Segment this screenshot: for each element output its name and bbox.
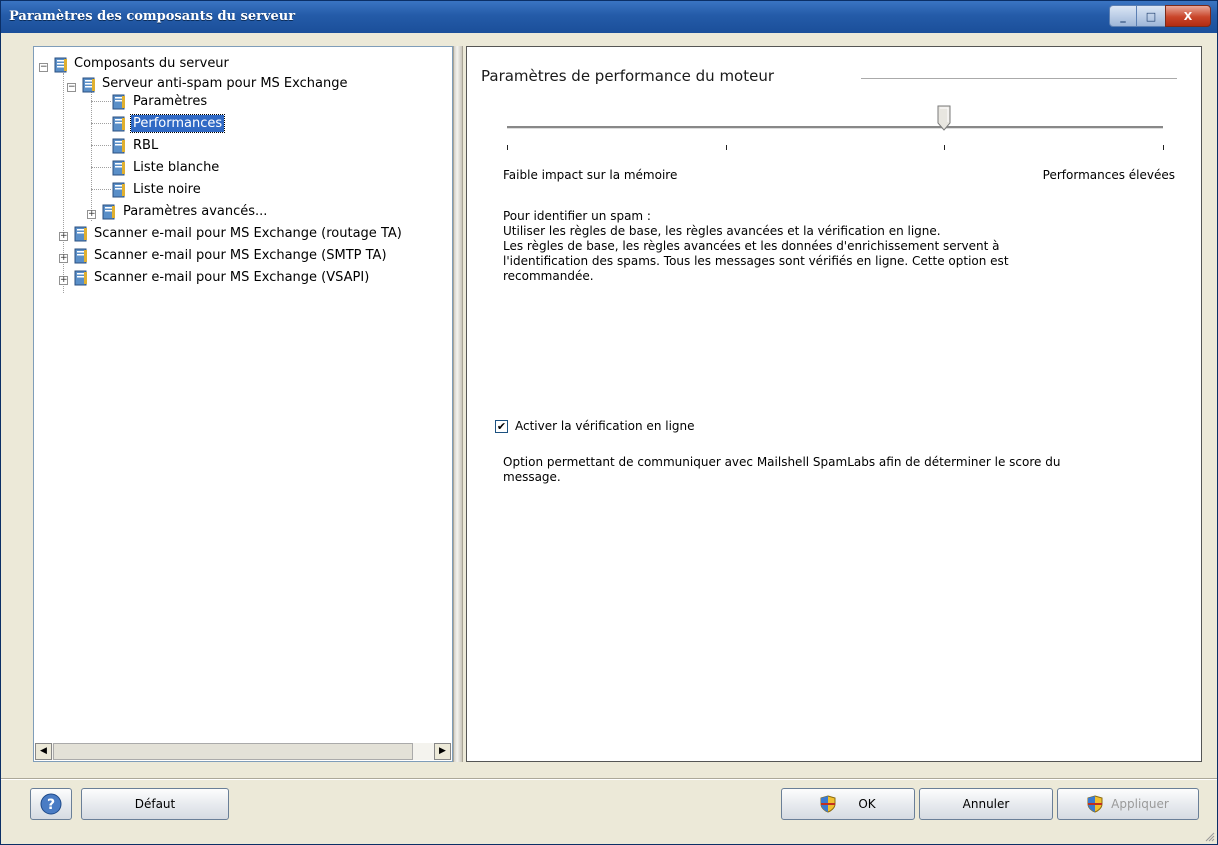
- tree-item-blacklist[interactable]: Liste noire: [133, 182, 201, 197]
- ok-label: OK: [858, 797, 876, 811]
- slider-tick: [726, 145, 727, 150]
- tree-item-antispam[interactable]: Serveur anti-spam pour MS Exchange: [102, 76, 348, 91]
- description-line: Pour identifier un spam :: [503, 209, 651, 223]
- tree-item-performances[interactable]: Performances: [133, 116, 223, 131]
- description-line: Les règles de base, les règles avancées et les données d'enrichissement servent à: [503, 239, 1000, 253]
- performance-description: [503, 209, 1143, 284]
- scrollbar-thumb[interactable]: [53, 743, 413, 760]
- apply-button[interactable]: [1057, 788, 1199, 820]
- slider-thumb-icon[interactable]: [937, 105, 951, 131]
- help-icon: [40, 793, 62, 815]
- tree-item-rbl[interactable]: RBL: [133, 138, 159, 153]
- tree-connector: [91, 145, 111, 146]
- expand-advanced-expander[interactable]: +: [88, 209, 96, 219]
- window-controls: [1109, 5, 1211, 27]
- section-divider: [861, 78, 1177, 79]
- scanner-vsapi-icon: [73, 270, 89, 286]
- antispam-server-icon: [81, 77, 97, 93]
- window-title: Paramètres des composants du serveur: [9, 9, 296, 24]
- slider-min-label: Faible impact sur la mémoire: [503, 168, 678, 182]
- description-line: Utiliser les règles de base, les règles avancées et la vérification en ligne.: [503, 224, 941, 238]
- tree-connector: [91, 123, 111, 124]
- online-check-checkbox[interactable]: ✔: [496, 419, 507, 433]
- footer-divider: [1, 778, 1217, 780]
- maximize-button[interactable]: □: [1137, 5, 1165, 27]
- server-components-icon: [53, 57, 69, 73]
- tree-item-root[interactable]: Composants du serveur: [74, 56, 229, 71]
- minimize-button[interactable]: _: [1109, 5, 1137, 27]
- tree-item-whitelist[interactable]: Liste blanche: [133, 160, 220, 175]
- online-check-row[interactable]: [495, 419, 695, 433]
- tree-item-scanner-smtp[interactable]: Scanner e-mail pour MS Exchange (SMTP TA): [94, 248, 387, 263]
- resize-grip-icon[interactable]: [1203, 830, 1215, 842]
- performance-slider-track[interactable]: [507, 126, 1163, 129]
- tree-panel: [33, 46, 453, 762]
- description-line: recommandée.: [503, 269, 594, 283]
- description-line: l'identification des spams. Tous les messages sont vérifiés en ligne. Cette option est: [503, 254, 1009, 268]
- default-button[interactable]: Défaut: [81, 788, 229, 820]
- expand-scanner-smtp-expander[interactable]: +: [60, 253, 68, 263]
- description-line: message.: [503, 470, 561, 484]
- panel-splitter[interactable]: [453, 46, 463, 762]
- settings-panel: [466, 46, 1202, 762]
- description-line: Option permettant de communiquer avec Mailshell SpamLabs afin de déterminer le score du: [503, 455, 1061, 469]
- rbl-node-icon: [111, 138, 127, 154]
- collapse-root-expander[interactable]: −: [40, 62, 48, 72]
- tree-horizontal-scrollbar[interactable]: [35, 743, 451, 760]
- apply-label: Appliquer: [1111, 797, 1169, 811]
- section-title: Paramètres de performance du moteur: [481, 67, 775, 85]
- scroll-left-icon[interactable]: ◀: [35, 743, 52, 760]
- uac-shield-icon: [1087, 795, 1103, 813]
- online-check-description: [503, 455, 1183, 485]
- slider-tick: [507, 145, 508, 150]
- advanced-node-icon: [101, 204, 117, 220]
- help-glyph: ?: [46, 797, 56, 813]
- tree-item-advanced[interactable]: Paramètres avancés...: [123, 204, 268, 219]
- whitelist-node-icon: [111, 160, 127, 176]
- uac-shield-icon: [820, 795, 836, 813]
- scanner-smtp-icon: [73, 248, 89, 264]
- tree-connector: [91, 189, 111, 190]
- performances-node-icon: [111, 116, 127, 132]
- help-button[interactable]: [30, 788, 72, 820]
- tree-connector: [91, 167, 111, 168]
- close-button[interactable]: X: [1165, 5, 1211, 27]
- scanner-routage-icon: [73, 226, 89, 242]
- online-check-label[interactable]: Activer la vérification en ligne: [515, 419, 695, 433]
- slider-tick: [944, 145, 945, 150]
- window-body: [1, 33, 1217, 844]
- scroll-right-icon[interactable]: ▶: [434, 743, 451, 760]
- tree-item-parametres[interactable]: Paramètres: [133, 94, 208, 109]
- parametres-node-icon: [111, 94, 127, 110]
- tree-item-scanner-vsapi[interactable]: Scanner e-mail pour MS Exchange (VSAPI): [94, 270, 370, 285]
- tree-connector: [91, 91, 92, 221]
- ok-button[interactable]: [781, 788, 915, 820]
- expand-scanner-routage-expander[interactable]: +: [60, 231, 68, 241]
- blacklist-node-icon: [111, 182, 127, 198]
- cancel-button[interactable]: Annuler: [919, 788, 1053, 820]
- expand-scanner-vsapi-expander[interactable]: +: [60, 275, 68, 285]
- tree-connector: [91, 101, 111, 102]
- tree-item-scanner-routage[interactable]: Scanner e-mail pour MS Exchange (routage TA): [94, 226, 402, 241]
- collapse-antispam-expander[interactable]: −: [68, 82, 76, 92]
- title-bar[interactable]: [1, 1, 1217, 33]
- slider-max-label: Performances élevées: [1042, 168, 1175, 182]
- slider-tick: [1163, 145, 1164, 150]
